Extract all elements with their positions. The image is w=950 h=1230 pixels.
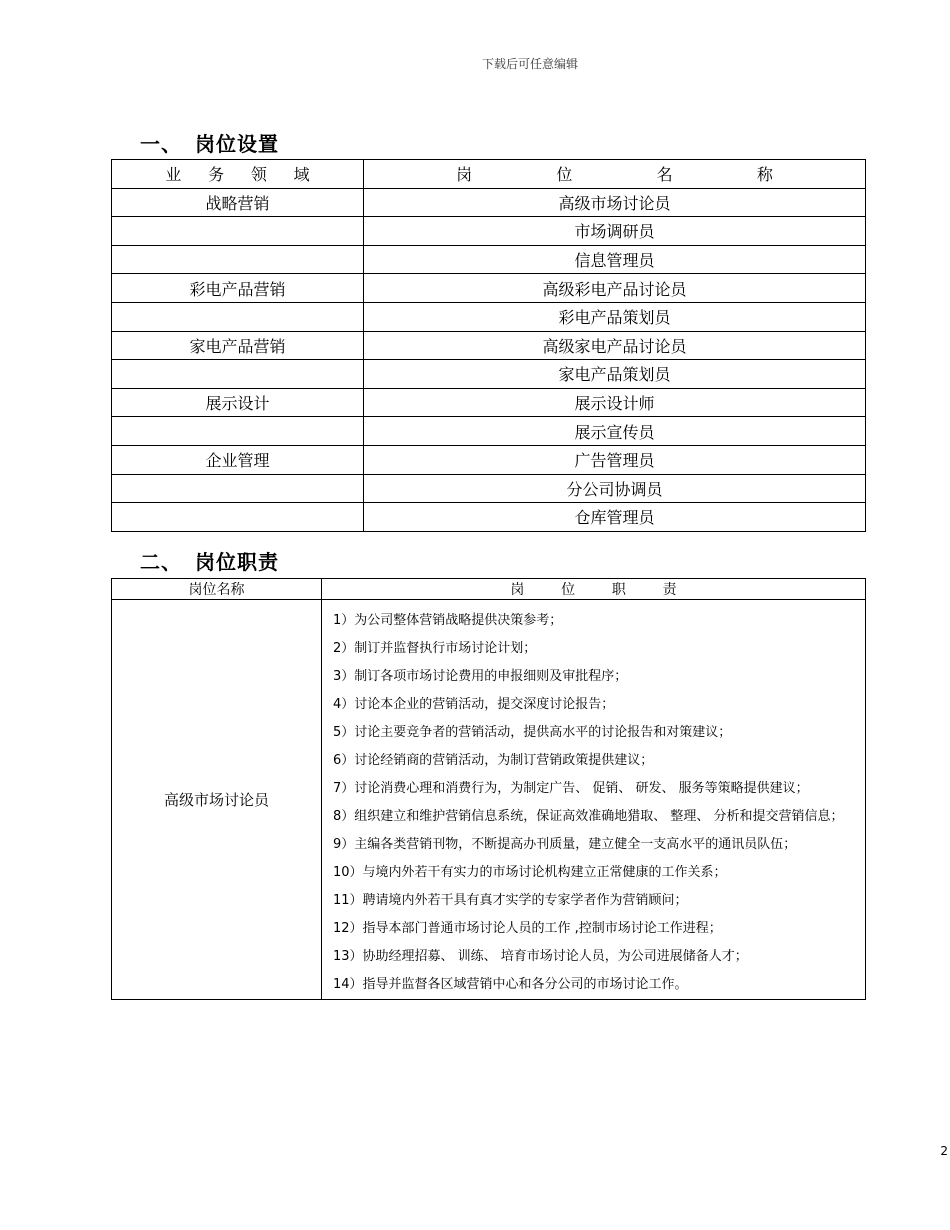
table-header-row (112, 579, 866, 600)
header-char: 业 (165, 165, 182, 185)
position-cell: 仓库管理员 (364, 503, 866, 532)
section-number: 二、 (140, 550, 182, 574)
header-char: 岗 (456, 165, 473, 185)
header-char: 领 (250, 165, 267, 185)
table-row (112, 217, 866, 246)
header-position-name (364, 160, 866, 189)
position-cell: 高级家电产品讨论员 (364, 331, 866, 360)
header-char: 称 (756, 165, 773, 185)
position-cell: 高级彩电产品讨论员 (364, 274, 866, 303)
header-char: 职 (611, 582, 626, 598)
table-header-row (112, 160, 866, 189)
table-row (112, 445, 866, 474)
page-number: 2 (940, 1144, 948, 1158)
position-cell: 广告管理员 (364, 445, 866, 474)
header-char: 域 (293, 165, 310, 185)
duty-item: 4）讨论本企业的营销活动，提交深度讨论报告； (333, 697, 615, 712)
section-title-position-duties (140, 546, 279, 575)
duty-item: 7）讨论消费心理和消费行为，为制定广告、 促销、 研发、 服务等策略提供建议； (333, 781, 809, 796)
header-position-name: 岗位名称 (112, 579, 322, 600)
header-char: 位 (561, 582, 576, 598)
position-setup-table (111, 159, 866, 532)
duties-cell (322, 600, 866, 1000)
position-cell: 展示设计师 (364, 388, 866, 417)
area-cell (112, 217, 364, 246)
table-row (112, 600, 866, 1000)
position-cell: 信息管理员 (364, 245, 866, 274)
area-cell: 家电产品营销 (112, 331, 364, 360)
duty-item: 1）为公司整体营销战略提供决策参考； (333, 613, 563, 628)
position-cell: 高级市场讨论员 (364, 188, 866, 217)
position-duties-table (111, 578, 866, 1000)
section-number: 一、 (140, 132, 182, 156)
table-row (112, 474, 866, 503)
header-note: 下载后可任意编辑 (481, 57, 578, 71)
area-cell (112, 474, 364, 503)
table-row (112, 503, 866, 532)
duty-item: 3）制订各项市场讨论费用的申报细则及审批程序； (333, 669, 628, 684)
duty-item: 11）聘请境内外若干具有真才实学的专家学者作为营销顾问； (333, 893, 688, 908)
area-cell (112, 302, 364, 331)
duty-item: 2）制订并监督执行市场讨论计划； (333, 641, 537, 656)
area-cell (112, 245, 364, 274)
duty-item: 8）组织建立和维护营销信息系统，保证高效准确地猎取、 整理、 分析和提交营销信息； (333, 809, 844, 824)
header-char: 岗 (510, 582, 525, 598)
table-row (112, 360, 866, 389)
table-row (112, 331, 866, 360)
section-title-position-setup (140, 128, 279, 157)
duty-item: 5）讨论主要竞争者的营销活动，提供高水平的讨论报告和对策建议； (333, 725, 732, 740)
area-cell: 企业管理 (112, 445, 364, 474)
table-row (112, 417, 866, 446)
table-row (112, 274, 866, 303)
header-char: 名 (656, 165, 673, 185)
header-business-area (112, 160, 364, 189)
section-title-text: 岗位职责 (195, 550, 279, 574)
position-cell: 彩电产品策划员 (364, 302, 866, 331)
position-cell: 分公司协调员 (364, 474, 866, 503)
duty-item: 10）与境内外若干有实力的市场讨论机构建立正常健康的工作关系； (333, 865, 727, 880)
duty-item: 6）讨论经销商的营销活动，为制订营销政策提供建议； (333, 753, 654, 768)
duty-item: 14）指导并监督各区域营销中心和各分公司的市场讨论工作。 (333, 977, 688, 992)
area-cell: 展示设计 (112, 388, 364, 417)
header-char: 责 (662, 582, 677, 598)
header-char: 位 (556, 165, 573, 185)
duty-item: 9）主编各类营销刊物，不断提高办刊质量，建立健全一支高水平的通讯员队伍； (333, 837, 797, 852)
table-row (112, 302, 866, 331)
position-name-cell: 高级市场讨论员 (112, 600, 322, 1000)
table-row (112, 388, 866, 417)
duty-item: 13）协助经理招募、 训练、 培育市场讨论人员，为公司进展储备人才； (333, 949, 748, 964)
area-cell: 战略营销 (112, 188, 364, 217)
area-cell (112, 417, 364, 446)
header-char: 务 (208, 165, 225, 185)
position-cell: 市场调研员 (364, 217, 866, 246)
table-row (112, 188, 866, 217)
section-title-text: 岗位设置 (195, 132, 279, 156)
header-duties (322, 579, 866, 600)
area-cell: 彩电产品营销 (112, 274, 364, 303)
position-cell: 家电产品策划员 (364, 360, 866, 389)
area-cell (112, 360, 364, 389)
position-cell: 展示宣传员 (364, 417, 866, 446)
duty-item: 12）指导本部门普通市场讨论人员的工作 ,控制市场讨论工作进程； (333, 921, 722, 936)
area-cell (112, 503, 364, 532)
table-row (112, 245, 866, 274)
